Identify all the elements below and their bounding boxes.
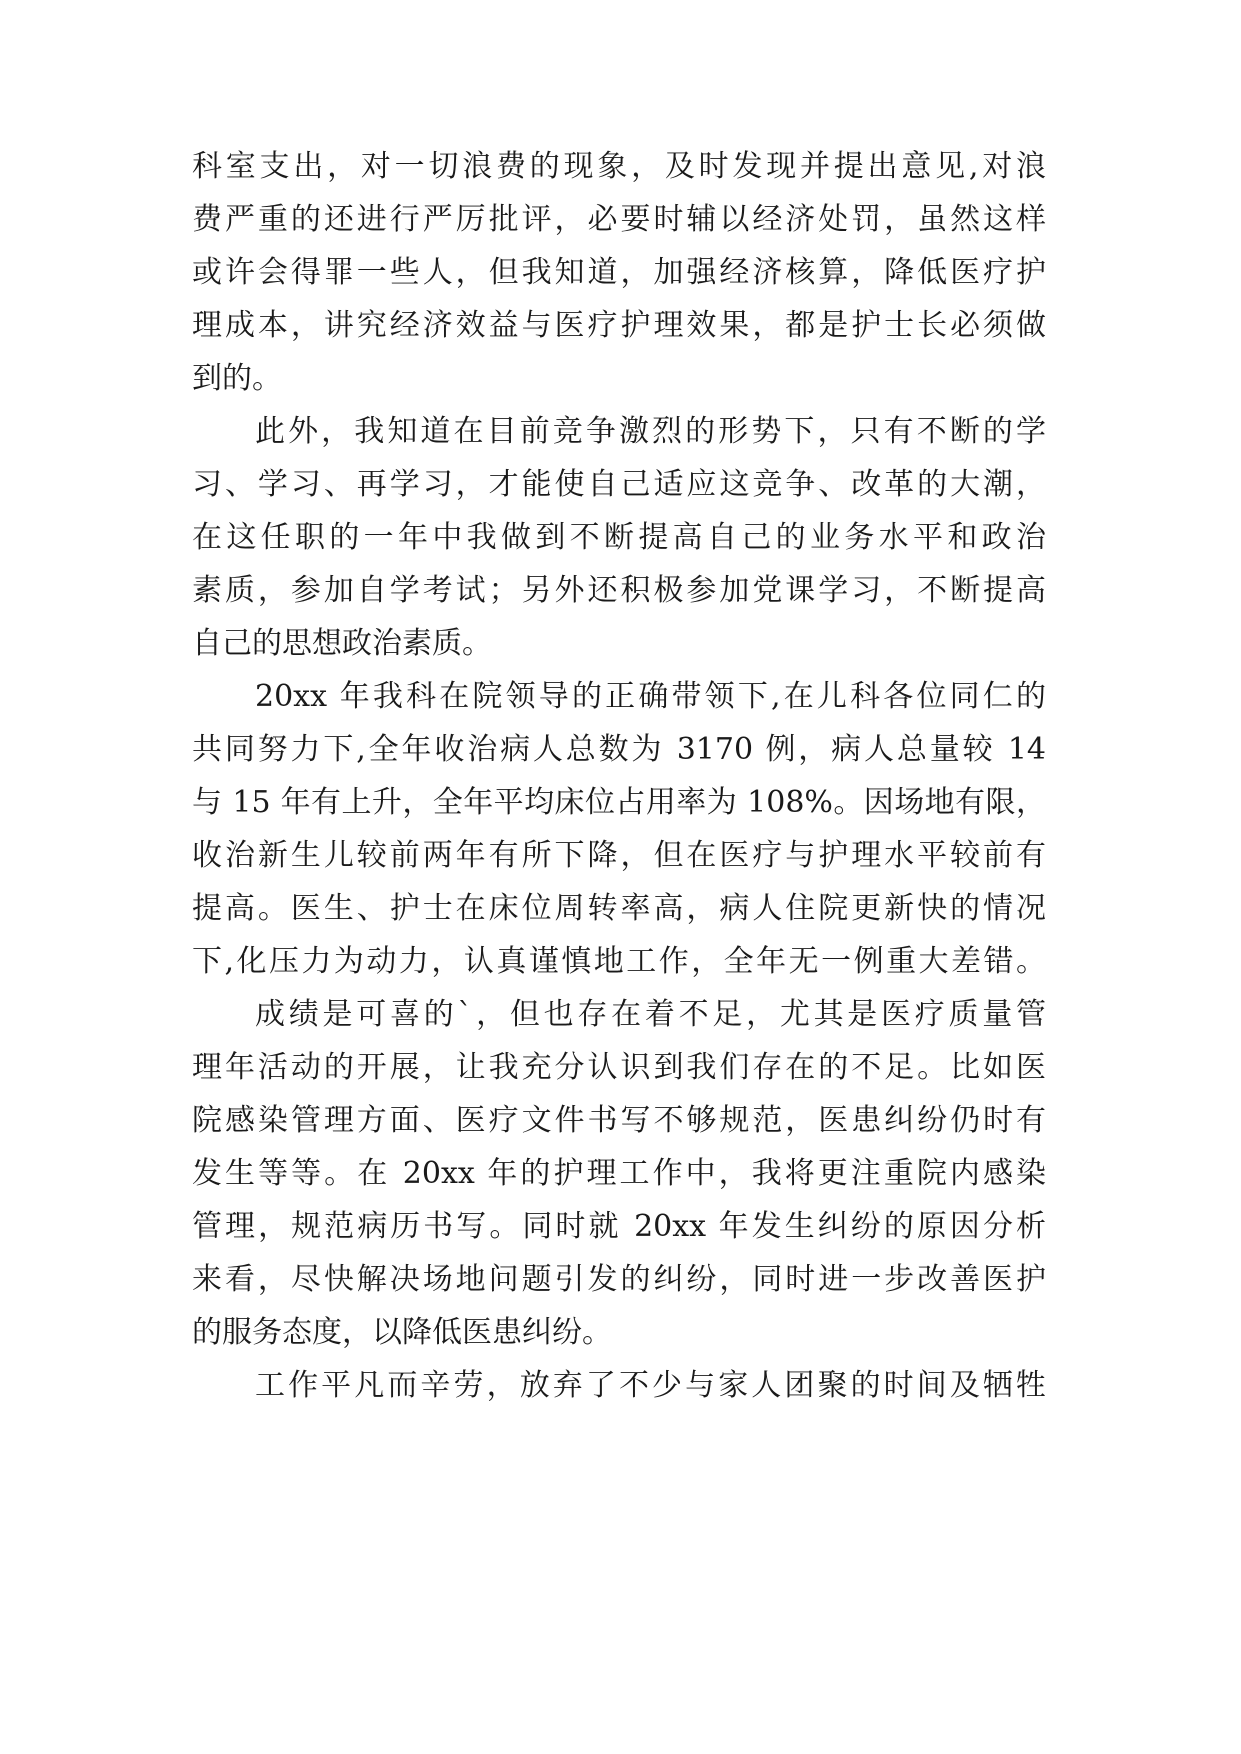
paragraph-3-line-2: 共同努力下,全年收治病人总数为 3170 例，病人总量较 14 xyxy=(192,732,1046,767)
paragraph-4-line-3: 院感染管理方面、医疗文件书写不够规范，医患纠纷仍时有 xyxy=(192,1103,1046,1138)
paragraph-1-line-2: 费严重的还进行严厉批评，必要时辅以经济处罚，虽然这样 xyxy=(192,202,1046,237)
paragraph-3-line-5: 提高。医生、护士在床位周转率高，病人住院更新快的情况 xyxy=(192,891,1046,926)
paragraph-1-line-3: 或许会得罪一些人，但我知道，加强经济核算，降低医疗护 xyxy=(192,255,1046,290)
paragraph-2-line-4: 素质，参加自学考试；另外还积极参加党课学习，不断提高 xyxy=(192,573,1046,608)
paragraph-3-line-1: 20xx 年我科在院领导的正确带领下,在儿科各位同仁的 xyxy=(255,679,1046,714)
paragraph-3-line-3: 与 15 年有上升，全年平均床位占用率为 108%。因场地有限， xyxy=(192,785,1046,820)
paragraph-2-line-5: 自己的思想政治素质。 xyxy=(192,626,492,661)
paragraph-4-line-7: 的服务态度，以降低医患纠纷。 xyxy=(192,1315,612,1350)
paragraph-1-line-1: 科室支出，对一切浪费的现象，及时发现并提出意见,对浪 xyxy=(192,149,1046,184)
paragraph-1-line-4: 理成本，讲究经济效益与医疗护理效果，都是护士长必须做 xyxy=(192,308,1046,343)
paragraph-4-line-4: 发生等等。在 20xx 年的护理工作中，我将更注重院内感染 xyxy=(192,1156,1046,1191)
paragraph-4-line-2: 理年活动的开展，让我充分认识到我们存在的不足。比如医 xyxy=(192,1050,1046,1085)
paragraph-4-line-1: 成绩是可喜的`，但也存在着不足，尤其是医疗质量管 xyxy=(255,997,1046,1032)
paragraph-1-line-5: 到的。 xyxy=(192,361,282,396)
paragraph-3-line-4: 收治新生儿较前两年有所下降，但在医疗与护理水平较前有 xyxy=(192,838,1046,873)
paragraph-2-line-2: 习、学习、再学习，才能使自己适应这竞争、改革的大潮， xyxy=(192,467,1046,502)
paragraph-4-line-6: 来看，尽快解决场地问题引发的纠纷，同时进一步改善医护 xyxy=(192,1262,1046,1297)
paragraph-2-line-3: 在这任职的一年中我做到不断提高自己的业务水平和政治 xyxy=(192,520,1046,555)
paragraph-2-line-1: 此外，我知道在目前竞争激烈的形势下，只有不断的学 xyxy=(255,414,1046,449)
paragraph-4-line-5: 管理，规范病历书写。同时就 20xx 年发生纠纷的原因分析 xyxy=(192,1209,1046,1244)
paragraph-3-line-6: 下,化压力为动力，认真谨慎地工作，全年无一例重大差错。 xyxy=(192,944,1046,979)
paragraph-5-line-1: 工作平凡而辛劳，放弃了不少与家人团聚的时间及牺牲 xyxy=(255,1368,1046,1403)
